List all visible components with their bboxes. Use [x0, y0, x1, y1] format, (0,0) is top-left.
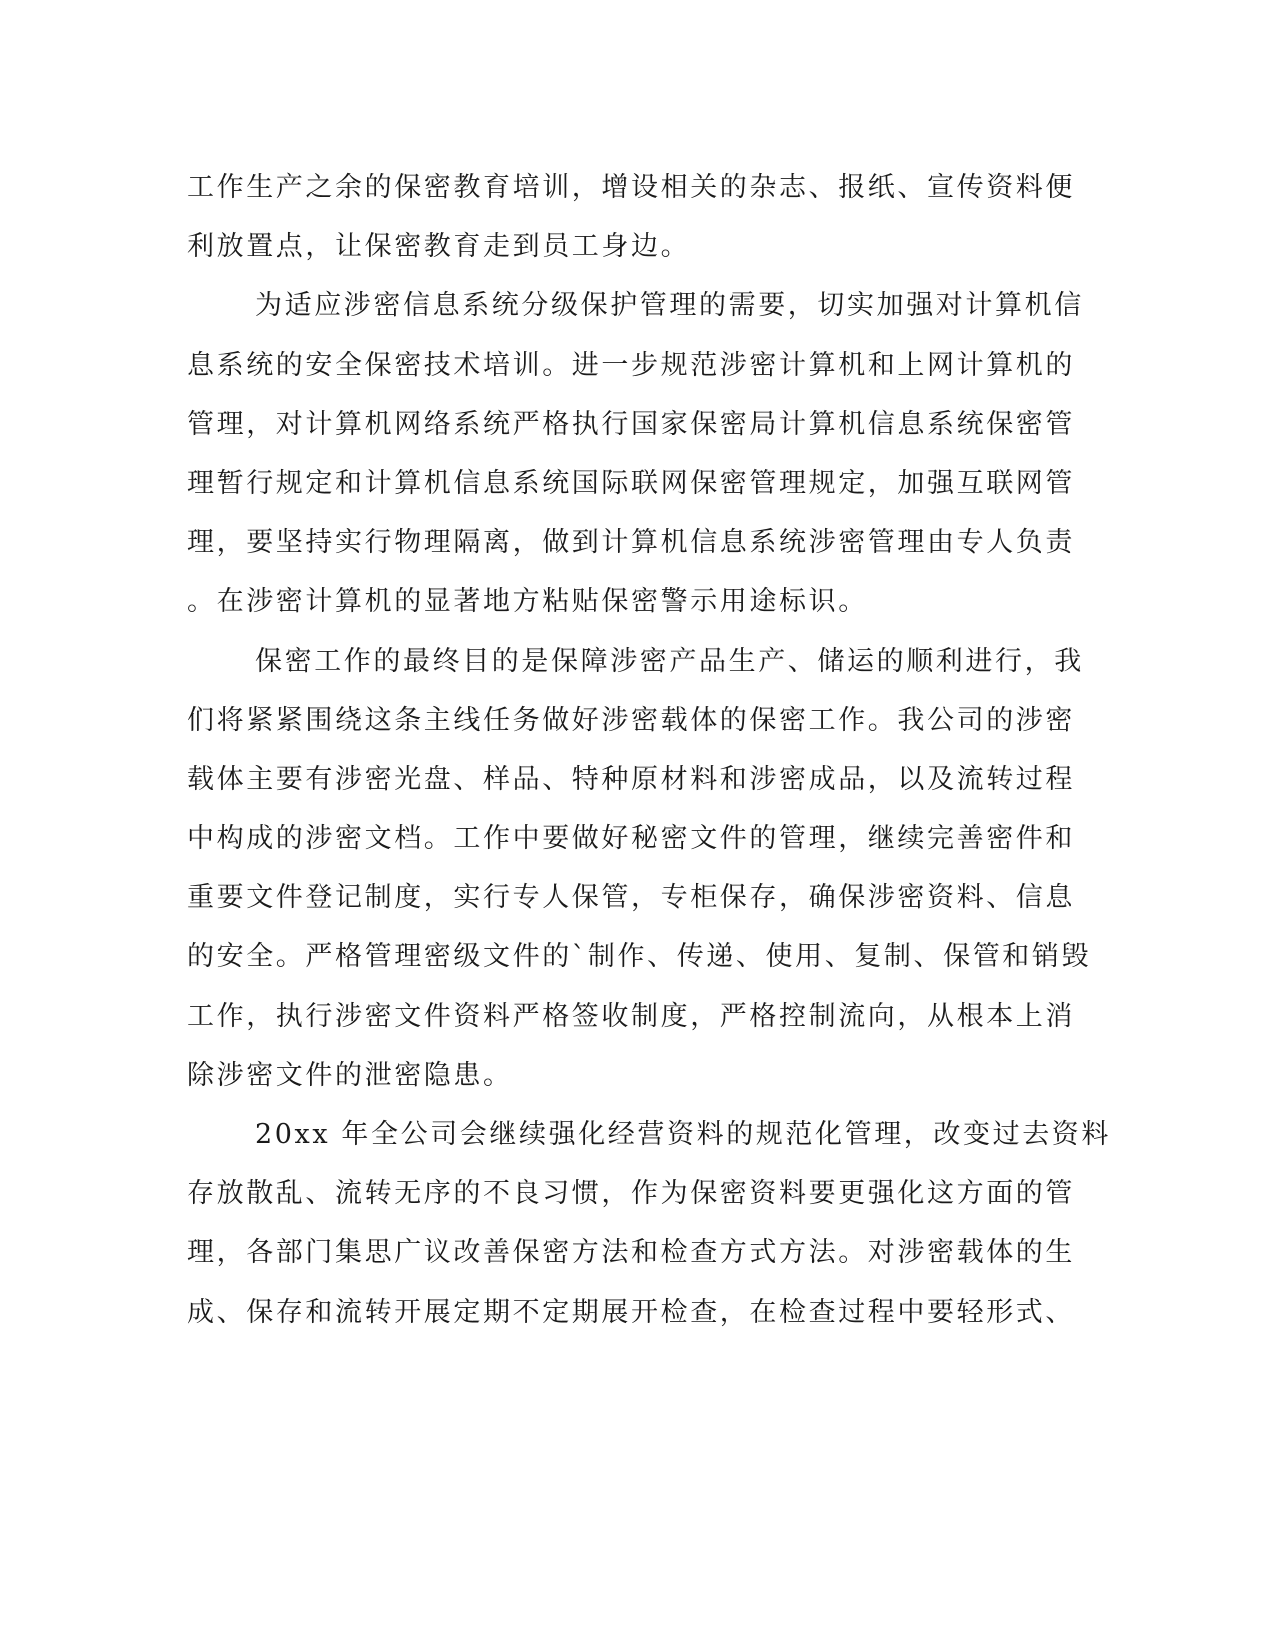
- text-line: 们将紧紧围绕这条主线任务做好涉密载体的保密工作。我公司的涉密: [187, 704, 1075, 736]
- paragraph-start-line: 20xx 年全公司会继续强化经营资料的规范化管理，改变过去资料: [255, 1119, 1111, 1150]
- text-line: 工作生产之余的保密教育培训，增设相关的杂志、报纸、宣传资料便: [187, 172, 1075, 203]
- text-line: 的安全。严格管理密级文件的`制作、传递、使用、复制、保管和销毁: [187, 941, 1092, 973]
- document-body: [187, 158, 1111, 1342]
- text-line: 理暂行规定和计算机信息系统国际联网保密管理规定，加强互联网管: [187, 467, 1075, 499]
- text-line: 息系统的安全保密技术培训。进一步规范涉密计算机和上网计算机的: [187, 349, 1075, 381]
- text-line: 存放散乱、流转无序的不良习惯，作为保密资料要更强化这方面的管: [187, 1178, 1075, 1210]
- text-line: 成、保存和流转开展定期不定期展开检查，在检查过程中要轻形式、: [187, 1296, 1075, 1328]
- text-line: 理，要坚持实行物理隔离，做到计算机信息系统涉密管理由专人负责: [187, 527, 1075, 559]
- text-line: 工作，执行涉密文件资料严格签收制度，严格控制流向，从根本上消: [187, 1000, 1075, 1032]
- text-line: 理，各部门集思广议改善保密方法和检查方式方法。对涉密载体的生: [187, 1237, 1075, 1269]
- text-line: 载体主要有涉密光盘、样品、特种原材料和涉密成品，以及流转过程: [187, 763, 1075, 795]
- text-line: 利放置点，让保密教育走到员工身边。: [187, 231, 691, 263]
- paragraph-start-line: 为适应涉密信息系统分级保护管理的需要，切实加强对计算机信: [255, 290, 1084, 322]
- text-line: 管理，对计算机网络系统严格执行国家保密局计算机信息系统保密管: [187, 408, 1075, 440]
- text-line: 重要文件登记制度，实行专人保管，专柜保存，确保涉密资料、信息: [187, 882, 1075, 914]
- text-line: 中构成的涉密文档。工作中要做好秘密文件的管理，继续完善密件和: [187, 823, 1075, 855]
- text-line: 。在涉密计算机的显著地方粘贴保密警示用途标识。: [187, 586, 868, 618]
- paragraph-start-line: 保密工作的最终目的是保障涉密产品生产、储运的顺利进行，我: [255, 645, 1084, 677]
- text-line: 除涉密文件的泄密隐患。: [187, 1059, 513, 1091]
